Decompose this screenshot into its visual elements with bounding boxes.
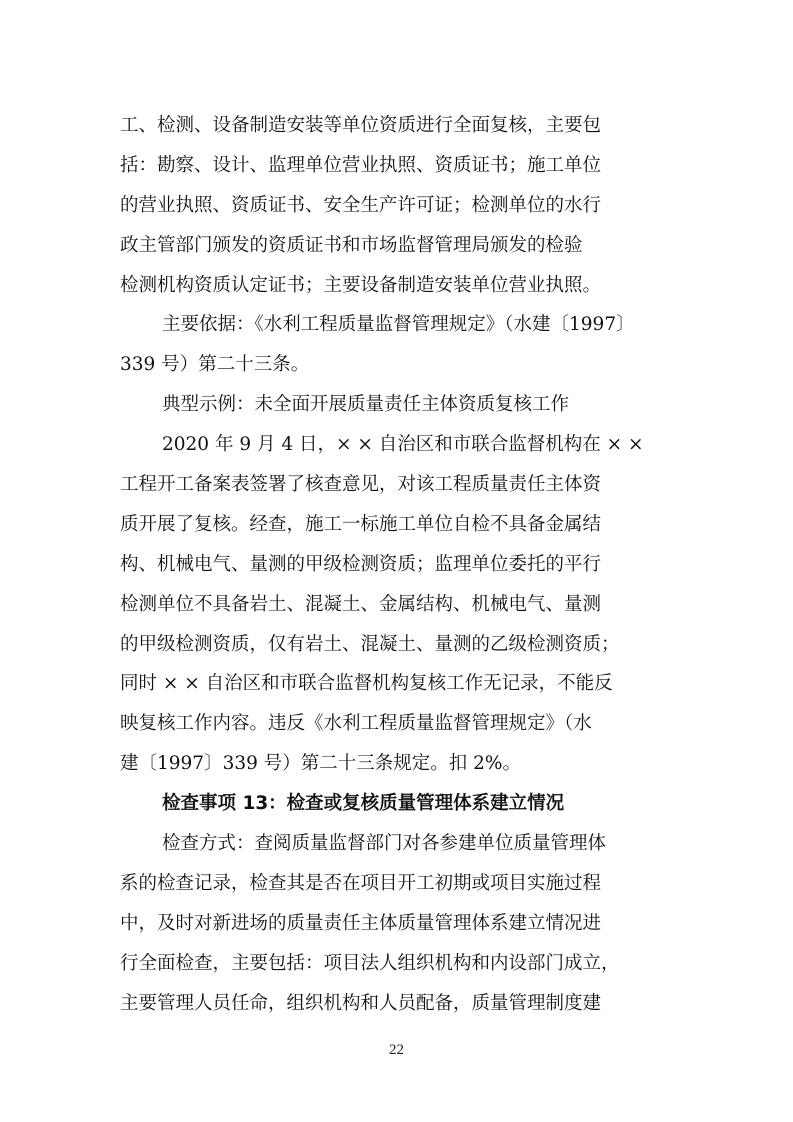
- text-line: 建〔1997〕339 号）第二十三条规定。扣 2%。: [120, 753, 522, 775]
- text-line: 检测单位不具备岩土、混凝土、金属结构、机械电气、量测: [120, 593, 602, 615]
- text-line: 339 号）第二十三条。: [120, 354, 310, 376]
- text-line: 检测机构资质认定证书；主要设备制造安装单位营业执照。: [120, 274, 602, 296]
- text-line: 括：勘察、设计、监理单位营业执照、资质证书；施工单位: [120, 154, 602, 176]
- text-line: 质开展了复核。经查，施工一标施工单位自检不具备金属结: [120, 513, 602, 535]
- text-line: 检查方式：查阅质量监督部门对各参建单位质量管理体: [162, 833, 607, 855]
- text-line: 同时 × × 自治区和市联合监督机构复核工作无记录，不能反: [120, 673, 613, 695]
- section-heading: 检查事项 13：检查或复核质量管理体系建立情况: [162, 793, 565, 815]
- text-line: 构、机械电气、量测的甲级检测资质；监理单位委托的平行: [120, 553, 602, 575]
- text-line: 的甲级检测资质，仅有岩土、混凝土、量测的乙级检测资质；: [120, 633, 620, 655]
- page-number: 22: [389, 1042, 404, 1058]
- text-line: 中，及时对新进场的质量责任主体质量管理体系建立情况进: [120, 912, 602, 934]
- text-line: 工、检测、设备制造安装等单位资质进行全面复核，主要包: [120, 115, 602, 136]
- text-line: 典型示例：未全面开展质量责任主体资质复核工作: [162, 394, 570, 416]
- text-line: 2020 年 9 月 4 日，× × 自治区和市联合监督机构在 × ×: [162, 434, 644, 456]
- text-line: 行全面检查，主要包括：项目法人组织机构和内设部门成立，: [120, 952, 620, 974]
- text-line: 主要依据：《水利工程质量监督管理规定》（水建〔1997〕: [162, 314, 635, 336]
- text-line: 映复核工作内容。违反《水利工程质量监督管理规定》（水: [120, 713, 592, 735]
- body-text: [120, 106, 676, 1023]
- text-line: 政主管部门颁发的资质证书和市场监督管理局颁发的检验: [120, 234, 583, 256]
- text-line: 工程开工备案表签署了核查意见，对该工程质量责任主体资: [120, 474, 602, 496]
- text-line: 主要管理人员任命，组织机构和人员配备，质量管理制度建: [120, 992, 602, 1014]
- text-line: 系的检查记录，检查其是否在项目开工初期或项目实施过程: [120, 872, 602, 894]
- text-line: 的营业执照、资质证书、安全生产许可证；检测单位的水行: [120, 194, 602, 216]
